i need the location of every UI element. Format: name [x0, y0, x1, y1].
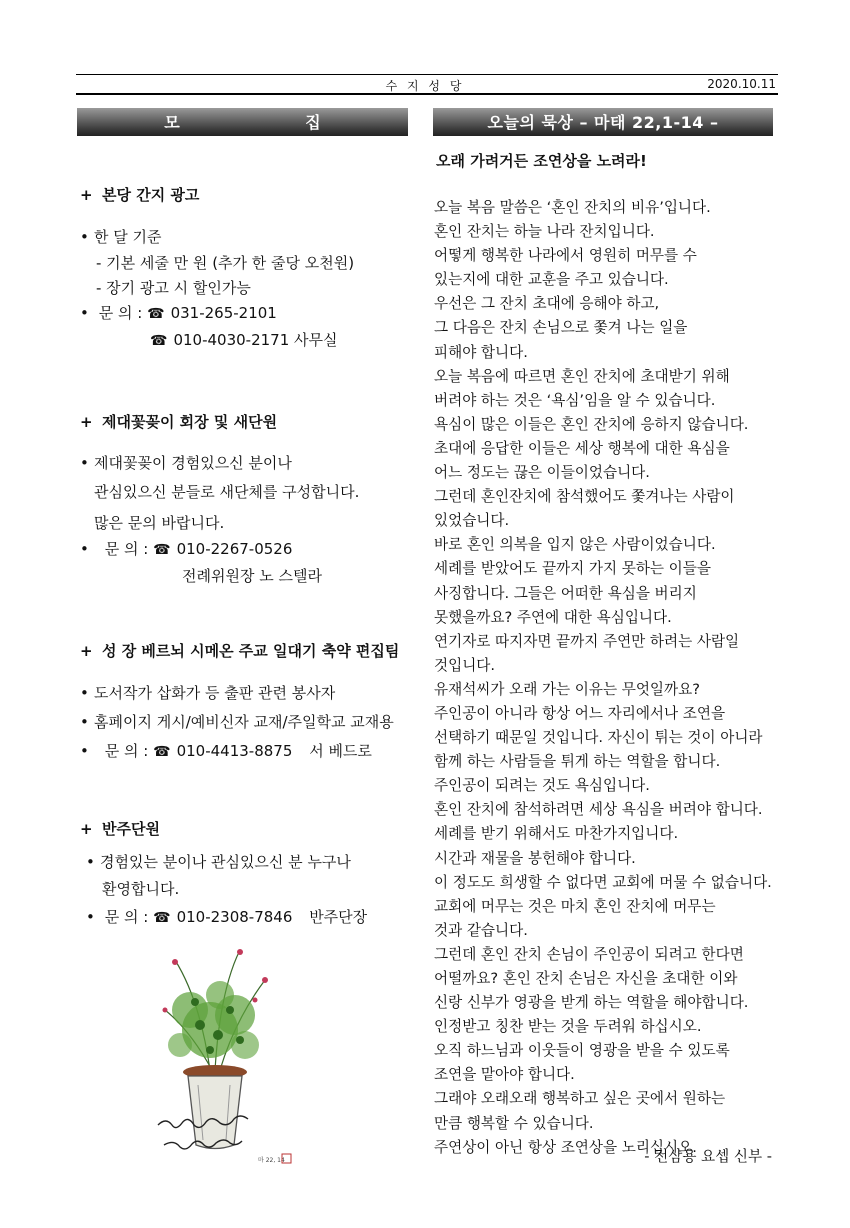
- list-item: • 홈페이지 게시/예비신자 교재/주일학교 교재용: [80, 711, 394, 732]
- list-item: - 장기 광고 시 할인가능: [96, 279, 251, 297]
- body-line: 사징합니다. 그들은 어떠한 욕심을 버리지: [434, 584, 697, 602]
- phone-icon: ☎: [150, 333, 168, 349]
- body-line: 인정받고 칭찬 받는 것을 두려워 하십시오.: [434, 1018, 702, 1036]
- plus-icon: +: [80, 413, 93, 431]
- header-top-rule: [76, 74, 778, 75]
- body-line: 이 정도도 희생할 수 없다면 교회에 머물 수 없습니다.: [434, 873, 772, 891]
- body-line: 우선은 그 잔치 초대에 응해야 하고,: [434, 295, 660, 313]
- phone-icon: ☎: [153, 744, 171, 760]
- body-line: 세례를 받기 위해서도 마찬가지입니다.: [434, 825, 679, 843]
- list-item: • 도서작가 삽화가 등 출판 관련 봉사자: [80, 682, 335, 703]
- body-line: 교회에 머무는 것은 마치 혼인 잔치에 머무는: [434, 897, 716, 915]
- body-line: 오늘 복음에 따르면 혼인 잔치에 초대받기 위해: [434, 367, 730, 385]
- body-line: 주인공이 되려는 것도 욕심입니다.: [434, 777, 650, 795]
- body-line: 주연상이 아닌 항상 조연상을 노리십시오.: [434, 1138, 697, 1156]
- body-line: 어떻게 행복한 나라에서 영원히 머무를 수: [434, 247, 697, 265]
- body-line: 어느 정도는 끊은 이들이었습니다.: [434, 464, 650, 482]
- body-line: 버려야 하는 것은 ‘욕심’임을 알 수 있습니다.: [434, 391, 716, 409]
- body-line: 신랑 신부가 영광을 받게 하는 역할을 해야합니다.: [434, 994, 749, 1012]
- body-line: 있었습니다.: [434, 512, 510, 530]
- phone-icon: ☎: [153, 910, 171, 926]
- header-bottom-rule: [76, 93, 778, 95]
- contact-line: • 문 의 : ☎ 010-2267-0526: [80, 538, 292, 559]
- body-line: 피해야 합니다.: [434, 343, 528, 361]
- body-line: 못했을까요? 주연에 대한 욕심입니다.: [434, 608, 672, 626]
- parish-name: 수 지 성 당: [385, 79, 465, 93]
- body-line: 세례를 받았어도 끝까지 가지 못하는 이들을: [434, 560, 711, 578]
- body-line: 주인공이 아니라 항상 어느 자리에서나 조연을: [434, 704, 726, 722]
- list-item: • 제대꽃꽂이 경험있으신 분이나: [80, 452, 292, 473]
- body-line: 어떨까요? 혼인 잔치 손님은 자신을 초대한 이와: [434, 970, 738, 987]
- body-line: 함께 하는 사람들을 튀게 하는 역할을 합니다.: [434, 753, 721, 771]
- section-title-flowers: + 제대꽃꽂이 회장 및 새단원: [80, 413, 278, 431]
- section-title-editorial: + 성 장 베르뇌 시메온 주교 일대기 축약 편집팀: [80, 642, 400, 660]
- potted-plant-illustration: [140, 940, 300, 1170]
- contact-line: • 문 의 : ☎ 010-2308-7846 반주단장: [86, 906, 367, 927]
- list-item: - 기본 세줄 만 원 (추가 한 줄당 오천원): [96, 254, 355, 272]
- body-line: 것과 같습니다.: [434, 921, 528, 939]
- body-line: 그 다음은 잔치 손님으로 쫓겨 나는 일을: [434, 319, 688, 337]
- contact-line: • 문 의 : ☎ 010-4413-8875 서 베드로: [80, 740, 372, 761]
- list-item: 많은 문의 바랍니다.: [94, 514, 225, 532]
- contact-name: 전례위원장 노 스텔라: [182, 567, 322, 585]
- list-item: 환영합니다.: [102, 880, 180, 898]
- meditation-body: [434, 196, 779, 1160]
- list-item: 관심있으신 분들로 새단체를 구성합니다.: [94, 483, 360, 501]
- body-line: 오직 하느님과 이웃들이 영광을 받을 수 있도록: [434, 1042, 730, 1060]
- body-line: 오늘 복음 말씀은 ‘혼인 잔치의 비유’입니다.: [434, 199, 711, 216]
- body-line: 혼인 잔치에 참석하려면 세상 욕심을 버려야 합니다.: [434, 801, 763, 819]
- body-line: 시간과 재물을 봉헌해야 합니다.: [434, 849, 636, 867]
- svg-text:마 22, 14: 마 22, 14: [258, 1157, 285, 1164]
- section-title-ad: + 본당 간지 광고: [80, 186, 200, 204]
- body-line: 욕심이 많은 이들은 혼인 잔치에 응하지 않습니다.: [434, 415, 749, 433]
- plus-icon: +: [80, 186, 93, 204]
- body-line: 그래야 오래오래 행복하고 싶은 곳에서 원하는: [434, 1090, 726, 1108]
- body-line: 있는지에 대한 교훈을 주고 있습니다.: [434, 271, 669, 289]
- body-line: 초대에 응답한 이들은 세상 행복에 대한 욕심을: [434, 439, 730, 457]
- author-signature: - 전삼용 요셉 신부 -: [644, 1148, 772, 1165]
- body-line: 선택하기 때문일 것입니다. 자신이 튀는 것이 아니라: [434, 729, 763, 747]
- body-line: 만큼 행복할 수 있습니다.: [434, 1114, 594, 1132]
- body-line: 그런데 혼인 잔치 손님이 주인공이 되려고 한다면: [434, 945, 744, 963]
- section-title-accompanist: + 반주단원: [80, 820, 160, 838]
- contact-line: • 문 의 : ☎ 031-265-2101: [80, 302, 277, 323]
- plus-icon: +: [80, 820, 93, 838]
- body-line: 연기자로 따지자면 끝까지 주연만 하려는 사람일: [434, 632, 740, 650]
- recruitment-banner: 모 집: [77, 108, 408, 136]
- meditation-title: 오래 가려거든 조연상을 노려라!: [436, 152, 647, 170]
- list-item: • 한 달 기준: [80, 226, 162, 247]
- plus-icon: +: [80, 642, 93, 660]
- body-line: 바로 혼인 의복을 입지 않은 사람이었습니다.: [434, 536, 716, 554]
- body-line: 그런데 혼인잔치에 참석했어도 쫓겨나는 사람이: [434, 488, 735, 506]
- body-line: 유재석씨가 오래 가는 이유는 무엇일까요?: [434, 680, 700, 698]
- body-line: 조연을 맡아야 합니다.: [434, 1066, 575, 1084]
- meditation-banner: 오늘의 묵상 – 마태 22,1-14 –: [433, 108, 773, 136]
- contact-line: ☎ 010-4030-2171 사무실: [150, 331, 338, 349]
- phone-icon: ☎: [153, 542, 171, 558]
- bulletin-date: 2020.10.11: [707, 77, 776, 91]
- body-line: 혼인 잔치는 하늘 나라 잔치입니다.: [434, 223, 655, 241]
- list-item: • 경험있는 분이나 관심있으신 분 누구나: [86, 851, 351, 872]
- phone-icon: ☎: [147, 306, 165, 322]
- body-line: 것입니다.: [434, 656, 496, 674]
